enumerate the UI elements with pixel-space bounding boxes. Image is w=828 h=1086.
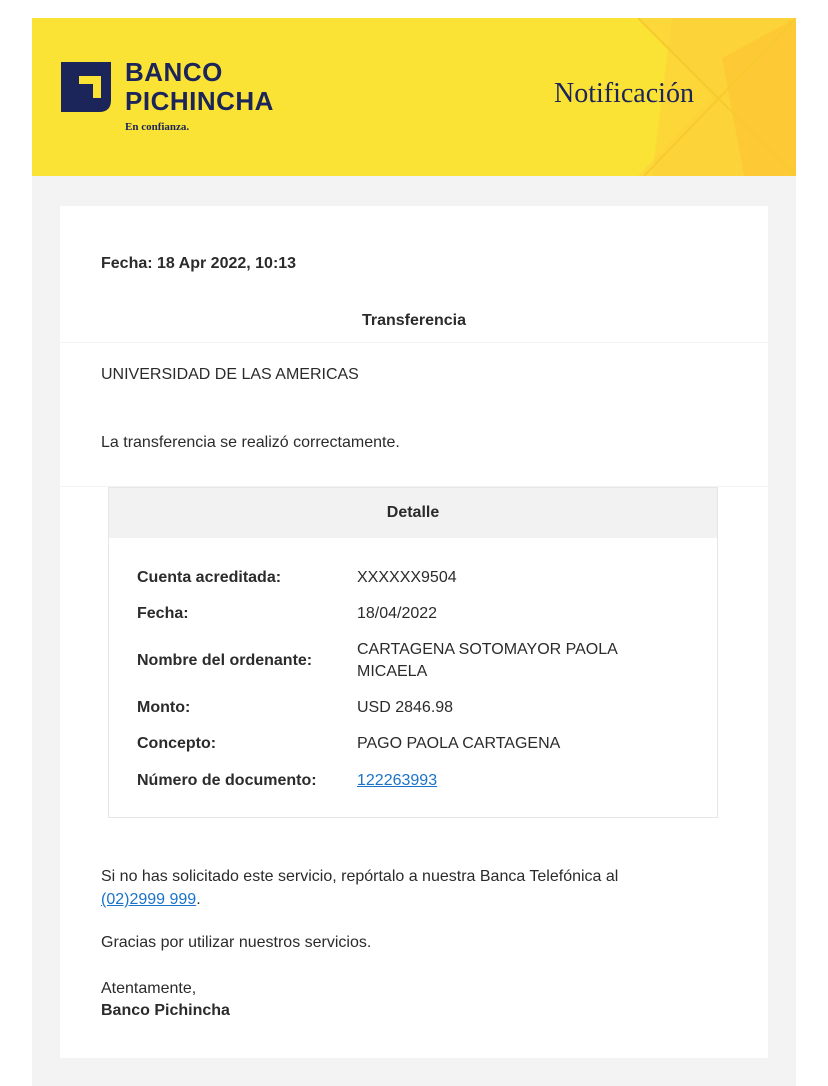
phone-suffix: . bbox=[196, 891, 201, 908]
divider bbox=[60, 342, 768, 343]
notification-title: Notificación bbox=[554, 78, 694, 109]
detail-value-ordenante-line2: MICAELA bbox=[357, 663, 428, 680]
detail-header bbox=[109, 488, 717, 538]
brand-name-line2: PICHINCHA bbox=[125, 86, 274, 116]
detail-value-fecha: 18/04/2022 bbox=[357, 605, 438, 622]
detail-title: Detalle bbox=[386, 504, 440, 521]
detail-label-documento: Número de documento: bbox=[137, 772, 317, 789]
email-card bbox=[60, 206, 768, 1058]
detail-value-cuenta: XXXXXX9504 bbox=[357, 569, 457, 586]
detail-value-concepto: PAGO PAOLA CARTAGENA bbox=[357, 735, 561, 752]
detail-label-cuenta: Cuenta acreditada: bbox=[137, 569, 282, 586]
detail-label-fecha: Fecha: bbox=[137, 605, 189, 622]
detail-value-ordenante-line1: CARTAGENA SOTOMAYOR PAOLA bbox=[357, 641, 618, 658]
bank-logo-icon bbox=[61, 62, 111, 112]
detail-label-monto: Monto: bbox=[137, 699, 191, 716]
recipient-name: UNIVERSIDAD DE LAS AMERICAS bbox=[101, 366, 359, 383]
document-number-link[interactable]: 122263993 bbox=[357, 772, 438, 789]
detail-label-concepto: Concepto: bbox=[137, 735, 217, 752]
detail-value-monto: USD 2846.98 bbox=[357, 699, 454, 716]
detail-label-ordenante: Nombre del ordenante: bbox=[137, 652, 313, 669]
report-text: Si no has solicitado este servicio, repórtalo a nuestra Banca Telefónica al bbox=[101, 868, 619, 885]
brand-name-line1: BANCO bbox=[125, 57, 223, 87]
status-message: La transferencia se realizó correctamente. bbox=[101, 434, 400, 451]
phone-link[interactable]: (02)2999 999 bbox=[101, 891, 197, 908]
brand-tagline: En confianza. bbox=[125, 121, 190, 133]
email-subject: Transferencia bbox=[361, 312, 467, 329]
email-container bbox=[32, 18, 796, 1086]
phone-line bbox=[101, 889, 201, 911]
signature: Banco Pichincha bbox=[101, 1002, 230, 1019]
detail-table bbox=[108, 487, 718, 818]
email-header bbox=[32, 18, 796, 176]
closing-text: Atentamente, bbox=[101, 980, 197, 997]
date-line: Fecha: 18 Apr 2022, 10:13 bbox=[101, 255, 297, 272]
thanks-text: Gracias por utilizar nuestros servicios. bbox=[101, 934, 372, 951]
